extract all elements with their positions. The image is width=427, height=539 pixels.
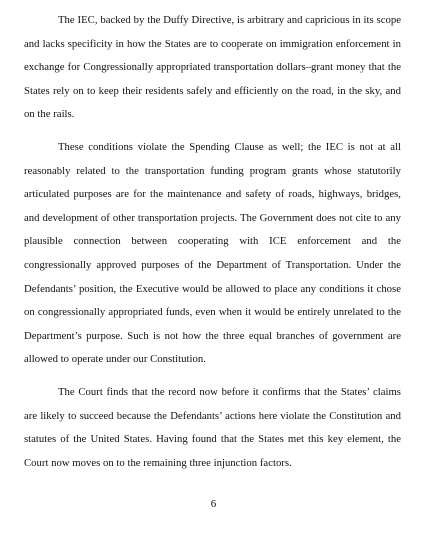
page-number: 6 (210, 498, 217, 510)
paragraph-iec-arbitrary: The IEC, backed by the Duffy Directive, is arbitrary and capricious in its scope and lacks specificity in how the States are to cooperate on immigration enforcement in exchange for Congressionally appropriated transportation dollars–grant money that the States rely on to keep their residents safely and efficiently on the road, in the sky, and on the rails. (24, 14, 401, 121)
paragraph-court-finding: The Court finds that the record now before it confirms that the States’ claims are likely to succeed because the Defendants’ actions here violate the Constitution and statutes of the United States. Having found that the States met this key element, the Court now moves on to the remaining three injunction factors. (24, 385, 401, 469)
paragraph-spending-clause: These conditions violate the Spending Clause as well; the IEC is not at all reasonably related to the transportation funding program grants whose statutorily articulated purposes are for the maintenance and safety of roads, highways, bridges, and development of other transportation projects. The Government does not cite to any plausible connection between cooperating with ICE enforcement and the congressionally approved purposes of the Department of Transportation. Under the Defendants’ position, the Executive would be allowed to place any conditions it chose on congressionally appropriated funds, even when it would be entirely unrelated to the Department’s purpose. Such is not how the three equal branches of government are allowed to operate under our Constitution. (24, 140, 401, 366)
document-body (24, 9, 401, 484)
